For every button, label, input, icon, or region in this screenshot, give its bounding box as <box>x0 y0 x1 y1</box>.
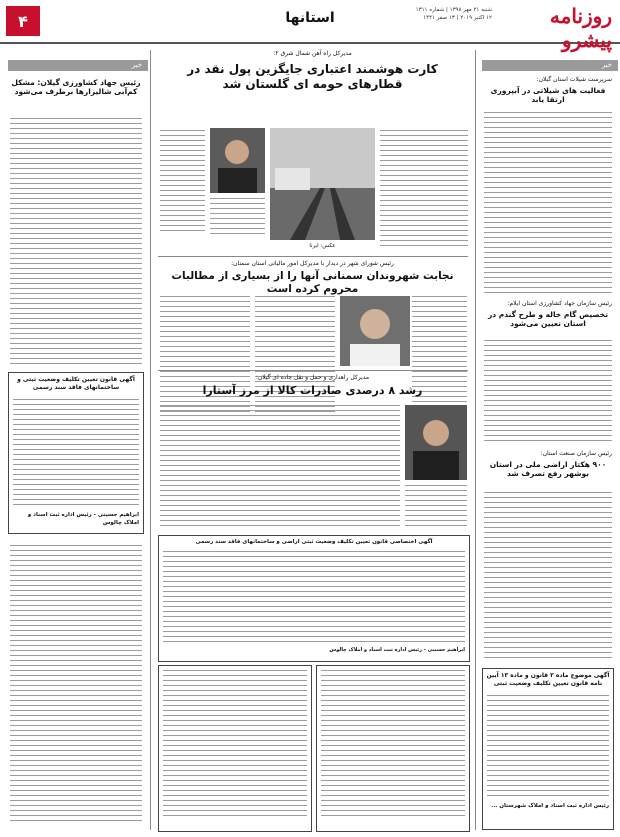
left-column-title: رئیس جهاد کشاورزی گیلان: مشکل کم‌آبی شالیزارها برطرف می‌شود <box>11 78 141 97</box>
lead-story-headline: کارت هوشمند اعتباری جایگزین پول نقد در قطارهای حومه ای گلستان شد <box>187 62 438 91</box>
person-silhouette <box>340 296 410 366</box>
council-head-photo <box>340 296 410 366</box>
story2-headline: نجابت شهروندان سمنانی آنها را از بسیاری از مطالبات محروم کرده است <box>171 270 454 296</box>
center-legal-notice-2 <box>158 665 312 832</box>
center-notice-footer: ابراهیم حسینی - رئیس اداره ثبت اسناد و املاک چالوس <box>329 647 465 653</box>
story2-kicker: رئیس شورای شهر در دیدار با مدیرکل امور مالیاتی استان سمنان: <box>231 260 394 267</box>
issue-meta <box>372 6 492 22</box>
center-notice-3-body <box>321 670 465 820</box>
story2-body-c <box>160 296 250 416</box>
right-title-3: ۹۰۰ هکتار اراضی ملی در استان بوشهر رفع تصرف شد <box>489 460 607 479</box>
center-notice-2-body <box>163 670 307 820</box>
center-notice-title: آگهی اختصاصی قانون تعیین تکلیف وضعیت ثبتی اراضی و ساختمانهای فاقد سند رسمی <box>195 539 433 545</box>
center-legal-notice-1 <box>158 535 470 662</box>
story-divider-1 <box>158 256 468 257</box>
left-column-lower-body <box>10 545 142 825</box>
right-column-label: خبر <box>482 60 618 71</box>
story3-body <box>160 405 400 530</box>
center-notice-body <box>163 551 465 646</box>
right-kicker-2: رئیس سازمان جهاد کشاورزی استان ایلام: <box>507 300 612 307</box>
left-notice-footer: ابراهیم حسینی - رئیس اداره ثبت اسناد و املاک چالوس <box>27 512 139 526</box>
story3-kicker: مدیرکل راهداری و حمل و نقل جاده ای گیلان: <box>255 374 370 381</box>
person-silhouette <box>210 128 265 193</box>
right-kicker-3: رئیس سازمان صنعت استان: <box>540 450 612 457</box>
page-number: ۴ <box>6 6 40 36</box>
newspaper-logo: روزنامه پیشرو <box>549 4 612 52</box>
right-notice-title: آگهی موضوع ماده ۳ قانون و ماده ۱۳ آیین نامه قانون تعیین تکلیف وضعیت ثبتی <box>486 672 610 687</box>
left-column-label: خبر <box>8 60 148 71</box>
story2-body-b <box>255 296 335 416</box>
right-legal-notice-box <box>482 668 614 830</box>
right-title-1: فعالیت های شیلاتی در آبپروری ارتقا یابد <box>490 86 606 105</box>
issue-meta-line1: شنبه ۲۱ مهر ۱۳۹۸ | شماره ۱۳۱۱ <box>415 7 492 13</box>
left-legal-notice-box <box>8 372 144 534</box>
right-notice-body <box>487 695 609 800</box>
person-silhouette <box>405 405 467 480</box>
train-tracks-photo <box>270 128 375 240</box>
left-notice-body <box>13 399 139 509</box>
official-portrait-photo <box>210 128 265 193</box>
story3-headline: رشد ۸ درصدی صادرات کالا از مرز آستارا <box>202 384 423 397</box>
train-tracks-illustration <box>270 128 375 240</box>
story2-body-a <box>412 296 467 416</box>
lead-story-kicker: مدیرکل راه آهن شمال شرق ۲: <box>273 50 352 57</box>
left-column-body <box>10 118 142 368</box>
right-body-1 <box>484 112 612 297</box>
road-official-photo <box>405 405 467 480</box>
lead-story-body-3 <box>210 198 265 242</box>
column-rule-right <box>475 50 476 830</box>
photo-caption: عکس: ایرنا <box>309 243 336 249</box>
left-notice-title: آگهی قانون تعیین تکلیف وضعیت ثبتی و ساختمانهای فاقد سند رسمی <box>17 376 135 391</box>
right-body-3 <box>484 492 612 662</box>
lead-story-body-2 <box>160 130 205 240</box>
right-title-2: تخصیص گام خاله و طرح گندم در استان تعیین می‌شود <box>487 310 609 329</box>
lead-story-body <box>380 130 468 250</box>
column-rule-left <box>150 50 151 830</box>
right-kicker-1: سرپرست شیلات استان گیلان: <box>536 76 612 83</box>
right-body-2 <box>484 340 612 445</box>
story-divider-2 <box>158 370 468 371</box>
right-notice-footer: رئیس اداره ثبت اسناد و املاک شهرستان ... <box>491 803 609 809</box>
center-legal-notice-3 <box>316 665 470 832</box>
story3-body-2 <box>405 485 467 530</box>
section-title: استانها <box>285 10 335 26</box>
issue-meta-line2: ۱۲ اکتبر ۲۰۱۹ | ۱۳ صفر ۱۴۴۱ <box>423 15 492 21</box>
